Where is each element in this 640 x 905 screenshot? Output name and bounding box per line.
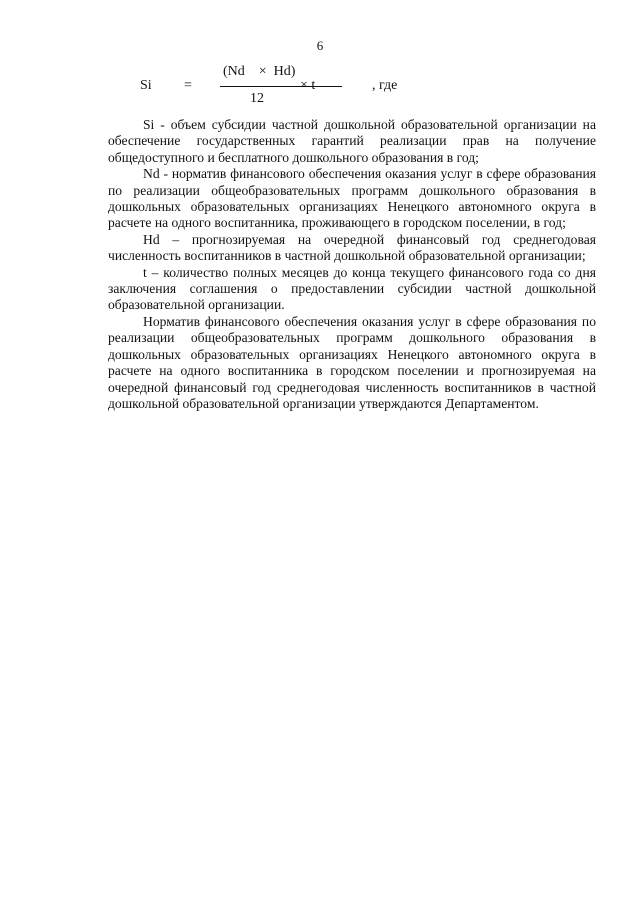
document-body — [108, 117, 596, 412]
paragraph-nd-definition: Nd - норматив финансового обеспечения оказания услуг в сфере образования по реализации общеобразовательных программ дошкольного образования в дошкольных образовательных организациях Ненецкого автономного округа в расчете на одного воспитанника, проживающего в городском поселении, в год; — [108, 166, 596, 231]
formula-denominator: 12 — [250, 91, 264, 106]
paragraph-si-definition: Si - объем субсидии частной дошкольной образовательной организации на обеспечение государственных гарантий реализации прав на получение общедоступного и бесплатного дошкольного образования в год; — [108, 117, 596, 165]
paragraph-hd-definition: Hd – прогнозируемая на очередной финансовый год среднегодовая численность воспитанников в частной дошкольной образовательной организации; — [108, 231, 596, 264]
formula-where: , где — [372, 78, 398, 93]
subsidy-formula — [140, 64, 440, 114]
paragraph-approval: Норматив финансового обеспечения оказания услуг в сфере образования по реализации общеобразовательных программ дошкольного образования в дошкольных образовательных организациях Ненецкого автономного округа в расчете на одного воспитанника в городском поселении и прогнозируемая на очередной финансовый год среднегодовая численность воспитанников в частной дошкольной образовательной организации утверждаются Департаментом. — [108, 313, 596, 411]
formula-lhs: Si — [140, 78, 152, 93]
formula-numerator: (Nd × Hd) — [223, 64, 296, 79]
paragraph-t-definition: t – количество полных месяцев до конца текущего финансового года со дня заключения соглашения о предоставлении субсидии частной дошкольной образовательной организации. — [108, 264, 596, 313]
fraction-line — [220, 86, 342, 87]
formula-times-t: × t — [300, 78, 316, 93]
page-number: 6 — [316, 38, 324, 53]
formula-equals: = — [184, 78, 192, 93]
